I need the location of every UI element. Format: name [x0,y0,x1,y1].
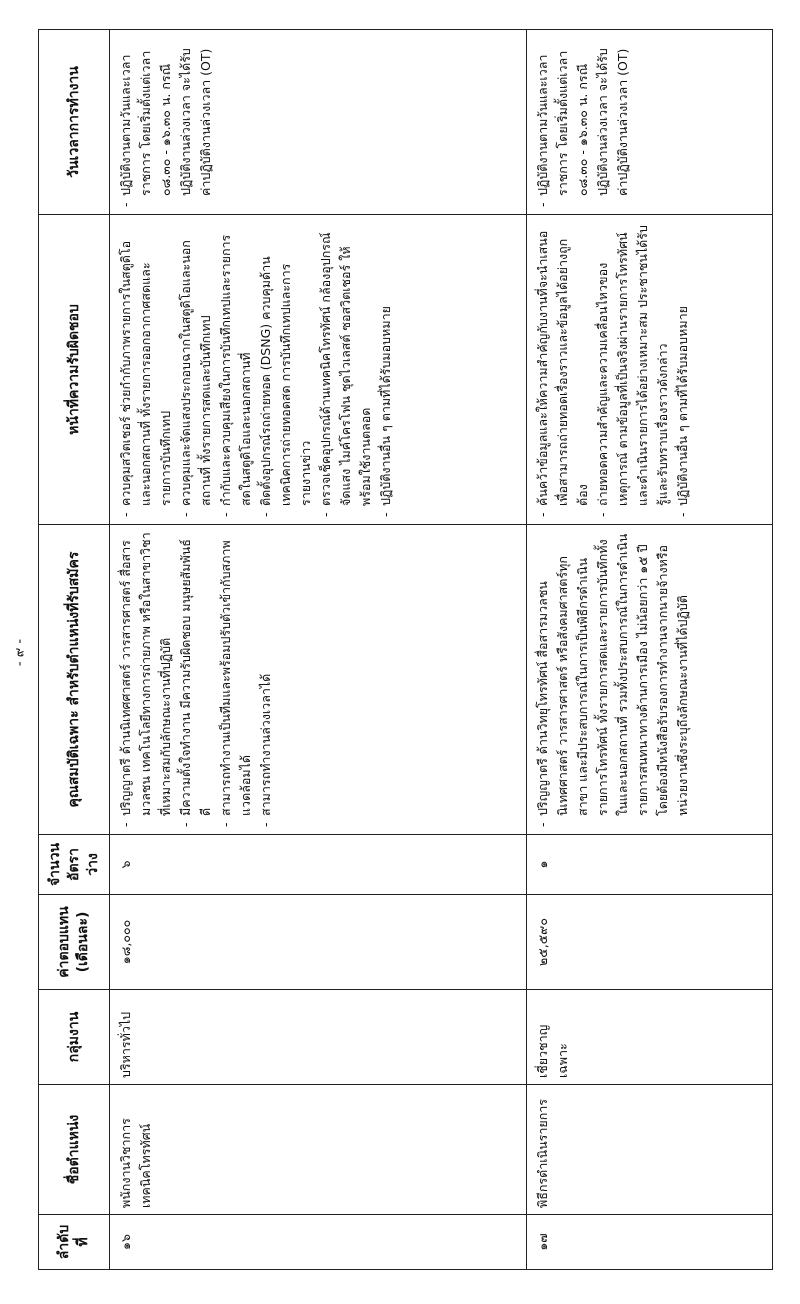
row-vacancies: ๖ [110,835,527,895]
header-salary: ค่าตอบแทน (เดือนละ) [39,895,110,990]
duty-item: - กำกับและควบคุมเสียงในการบันทึกเทปและรายการสดในสตูดิโอและนอกสถานที่ [216,221,256,506]
duty-item: - ปฏิบัติงานอื่น ๆ ตามที่ได้รับมอบหมาย [376,221,396,506]
row-duties [526,215,772,525]
row-working-time [110,30,527,215]
header-row [39,30,110,1270]
working-time-item: - ปฏิบัติงานตามวันและเวลาราชการ โดยเริ่มตั้งแต่เวลา ๐๘.๓๐ - ๑๖.๓๐ น. กรณีปฏิบัติงานล่วงเวลา จะได้รับค่าปฏิบัติงานล่วงเวลา (OT) [533,36,633,196]
qualification-item: - ปริญญาตรี ด้านวิทยุโทรทัศน์ สื่อสารมวลชน นิเทศศาสตร์ วารสารศาสตร์ หรือสังคมศาสตร์ทุกสาขา และมีประสบการณ์ในการเป็นพิธีกรดำเนินรายการโทรทัศน์ ทั้งรายการสดและรายการบันทึกทั้งในและนอกสถานที่ รวมทั้งประสบการณ์ในการดำเนินรายการสนทนาทางด้านการเมือง ไม่น้อยกว่า ๑๕ ปี โดยต้องมีหนังสือรับรองการทำงานจากนายจ้างหรือหน่วยงานซึ่งระบุถึงลักษณะงานที่ได้ปฏิบัติ [533,531,693,816]
header-working-time: วันเวลาการทำงาน [39,30,110,215]
row-position: พิธีกรดำเนินรายการ [526,1085,772,1215]
duty-item: - ตรวจเช็คอุปกรณ์ด้านเทคนิคโทรทัศน์ กล้องอุปกรณ์จัดแสง ไมค์โครโฟน ชุดไวเลสต์ ซอสวิตเชอร์ ให้พร้อมใช้งานตลอด [316,221,376,506]
row-duties [110,215,527,525]
duty-item: - ถ่ายทอดความสำคัญและความเคลื่อนไหวของเหตุการณ์ ตามข้อมูลที่เป็นจริงผ่านรายการโทรทัศน์ และดำเนินรายการได้อย่างเหมาะสม ประชาชนได้รับรู้และรับทราบเรื่องราวดังกล่าว [593,221,673,506]
qualification-item: - สามารถทำงานล่วงเวลาได้ [256,531,276,816]
row-salary: ๒๕,๕๙๐ [526,895,772,990]
duty-item: - ติดตั้งอุปกรณ์รถถ่ายทอด (DSNG) ควบคุมด้านเทคนิคการถ่ายทอดสด การบันทึกเทปและการรายงานข่าว [256,221,316,506]
table-row [110,30,527,1270]
row-no: ๑๖ [110,1215,527,1270]
duty-item: - ค้นคว้าข้อมูลและให้ความสำคัญกับงานที่จะนำเสนอเพื่อสามารถถ่ายทอดเรื่องราวและข้อมูลได้อย่างถูกต้อง [533,221,593,506]
positions-table [38,29,773,1270]
row-vacancies: ๑ [526,835,772,895]
header-qualifications: คุณสมบัติเฉพาะ สำหรับตำแหน่งที่รับสมัคร [39,525,110,835]
duty-item: - ควบคุมสวิตเชอร์ ช่วยกำกับภาพรายการในสตูดิโอ และนอกสถานที่ ทั้งรายการออกอากาศสดและรายการบันทึกเทป [116,221,176,506]
rotated-table-container [38,30,773,1270]
qualification-item: - ปริญญาตรี ด้านนิเทศศาสตร์ วารสารศาสตร์ สื่อสารมวลชน เทคโนโลยีทางการถ่ายภาพ หรือในสาขาวิชาที่เหมาะสมกับลักษณะงานที่ปฏิบัติ [116,531,176,816]
working-time-item: - ปฏิบัติงานตามวันและเวลาราชการ โดยเริ่มตั้งแต่เวลา ๐๘.๓๐ - ๑๖.๓๐ น. กรณีปฏิบัติงานล่วงเวลา จะได้รับค่าปฏิบัติงานล่วงเวลา (OT) [116,36,216,196]
header-duties: หน้าที่ความรับผิดชอบ [39,215,110,525]
qualification-item: - มีความตั้งใจทำงาน มีความรับผิดชอบ มนุษยสัมพันธ์ดี [176,531,216,816]
row-group: บริหารทั่วไป [110,990,527,1085]
table-row [526,30,772,1270]
header-position: ชื่อตำแหน่ง [39,1085,110,1215]
page-number: - ๙ - [12,638,28,667]
row-position: พนักงานวิชาการ เทคนิคโทรทัศน์ [110,1085,527,1215]
duty-item: - ควบคุมและจัดแสงประกอบฉากในสตูดิโอและนอกสถานที่ ทั้งรายการสดและบันทึกเทป [176,221,216,506]
row-qualifications [110,525,527,835]
header-group: กลุ่มงาน [39,990,110,1085]
header-vacancies: จำนวนอัตราว่าง [39,835,110,895]
row-salary: ๑๘,๐๐๐ [110,895,527,990]
row-group: เชี่ยวชาญเฉพาะ [526,990,772,1085]
row-no: ๑๗ [526,1215,772,1270]
duty-item: - ปฏิบัติงานอื่น ๆ ตามที่ได้รับมอบหมาย [673,221,693,506]
header-no: ลำดับที่ [39,1215,110,1270]
qualification-item: - สามารถทำงานเป็นทีมและพร้อมปรับตัวเข้ากับสภาพแวดล้อมได้ [216,531,256,816]
row-qualifications [526,525,772,835]
row-working-time [526,30,772,215]
